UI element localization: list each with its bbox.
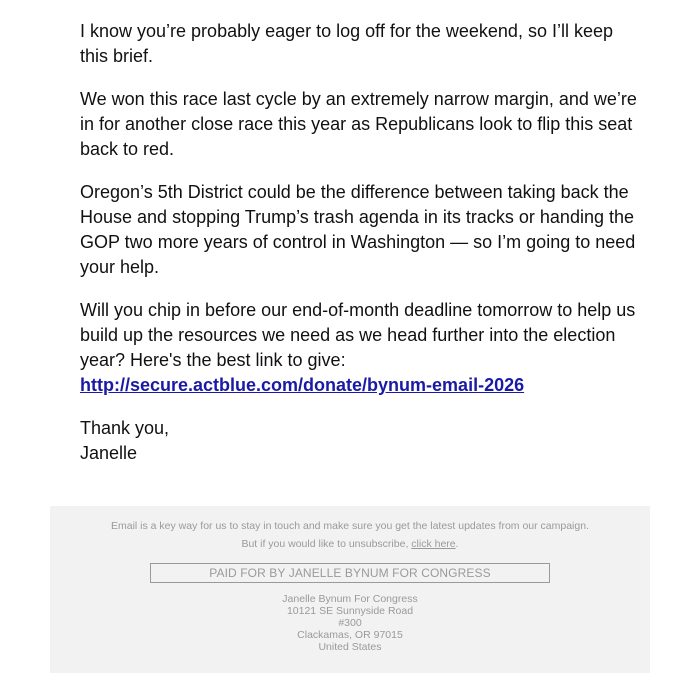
mailing-address <box>50 593 650 653</box>
signoff-block <box>80 416 640 466</box>
email-body <box>80 19 640 484</box>
paid-for-disclaimer: PAID FOR BY JANELLE BYNUM FOR CONGRESS <box>150 563 550 583</box>
body-paragraph-3: Oregon’s 5th District could be the difference between taking back the House and stopping Trump’s trash agenda in its tracks or handing the GOP two more years of control in Washington — so I’m going to need your help. <box>80 182 636 277</box>
donation-ask-text: Will you chip in before our end-of-month deadline tomorrow to help us build up the resources we need as we head further into the election year? Here's the best link to give: <box>80 300 636 370</box>
address-suite: #300 <box>338 617 362 629</box>
unsubscribe-prefix-text: But if you would like to unsubscribe, <box>241 538 412 550</box>
body-paragraph-2: We won this race last cycle by an extremely narrow margin, and we’re in for another close race this year as Republicans look to flip this seat back to red. <box>80 89 637 159</box>
unsubscribe-suffix-text: . <box>455 538 459 550</box>
footer-unsubscribe-line <box>50 537 650 551</box>
signature-text: Janelle <box>80 443 138 463</box>
email-footer <box>50 506 650 673</box>
address-name: Janelle Bynum For Congress <box>282 593 418 605</box>
signoff-text: Thank you, <box>80 418 170 438</box>
address-city: Clackamas, OR 97015 <box>297 629 403 641</box>
unsubscribe-link[interactable]: click here <box>411 538 456 550</box>
body-paragraph-4 <box>80 298 640 398</box>
body-paragraph-1: I know you’re probably eager to log off for the weekend, so I’ll keep this brief. <box>80 21 613 66</box>
footer-stay-in-touch-text: Email is a key way for us to stay in touch and make sure you get the latest updates from our campaign. <box>111 520 589 532</box>
address-country: United States <box>318 641 382 653</box>
address-street: 10121 SE Sunnyside Road <box>286 605 414 617</box>
donate-link[interactable]: http://secure.actblue.com/donate/bynum-email-2026 <box>80 375 525 395</box>
